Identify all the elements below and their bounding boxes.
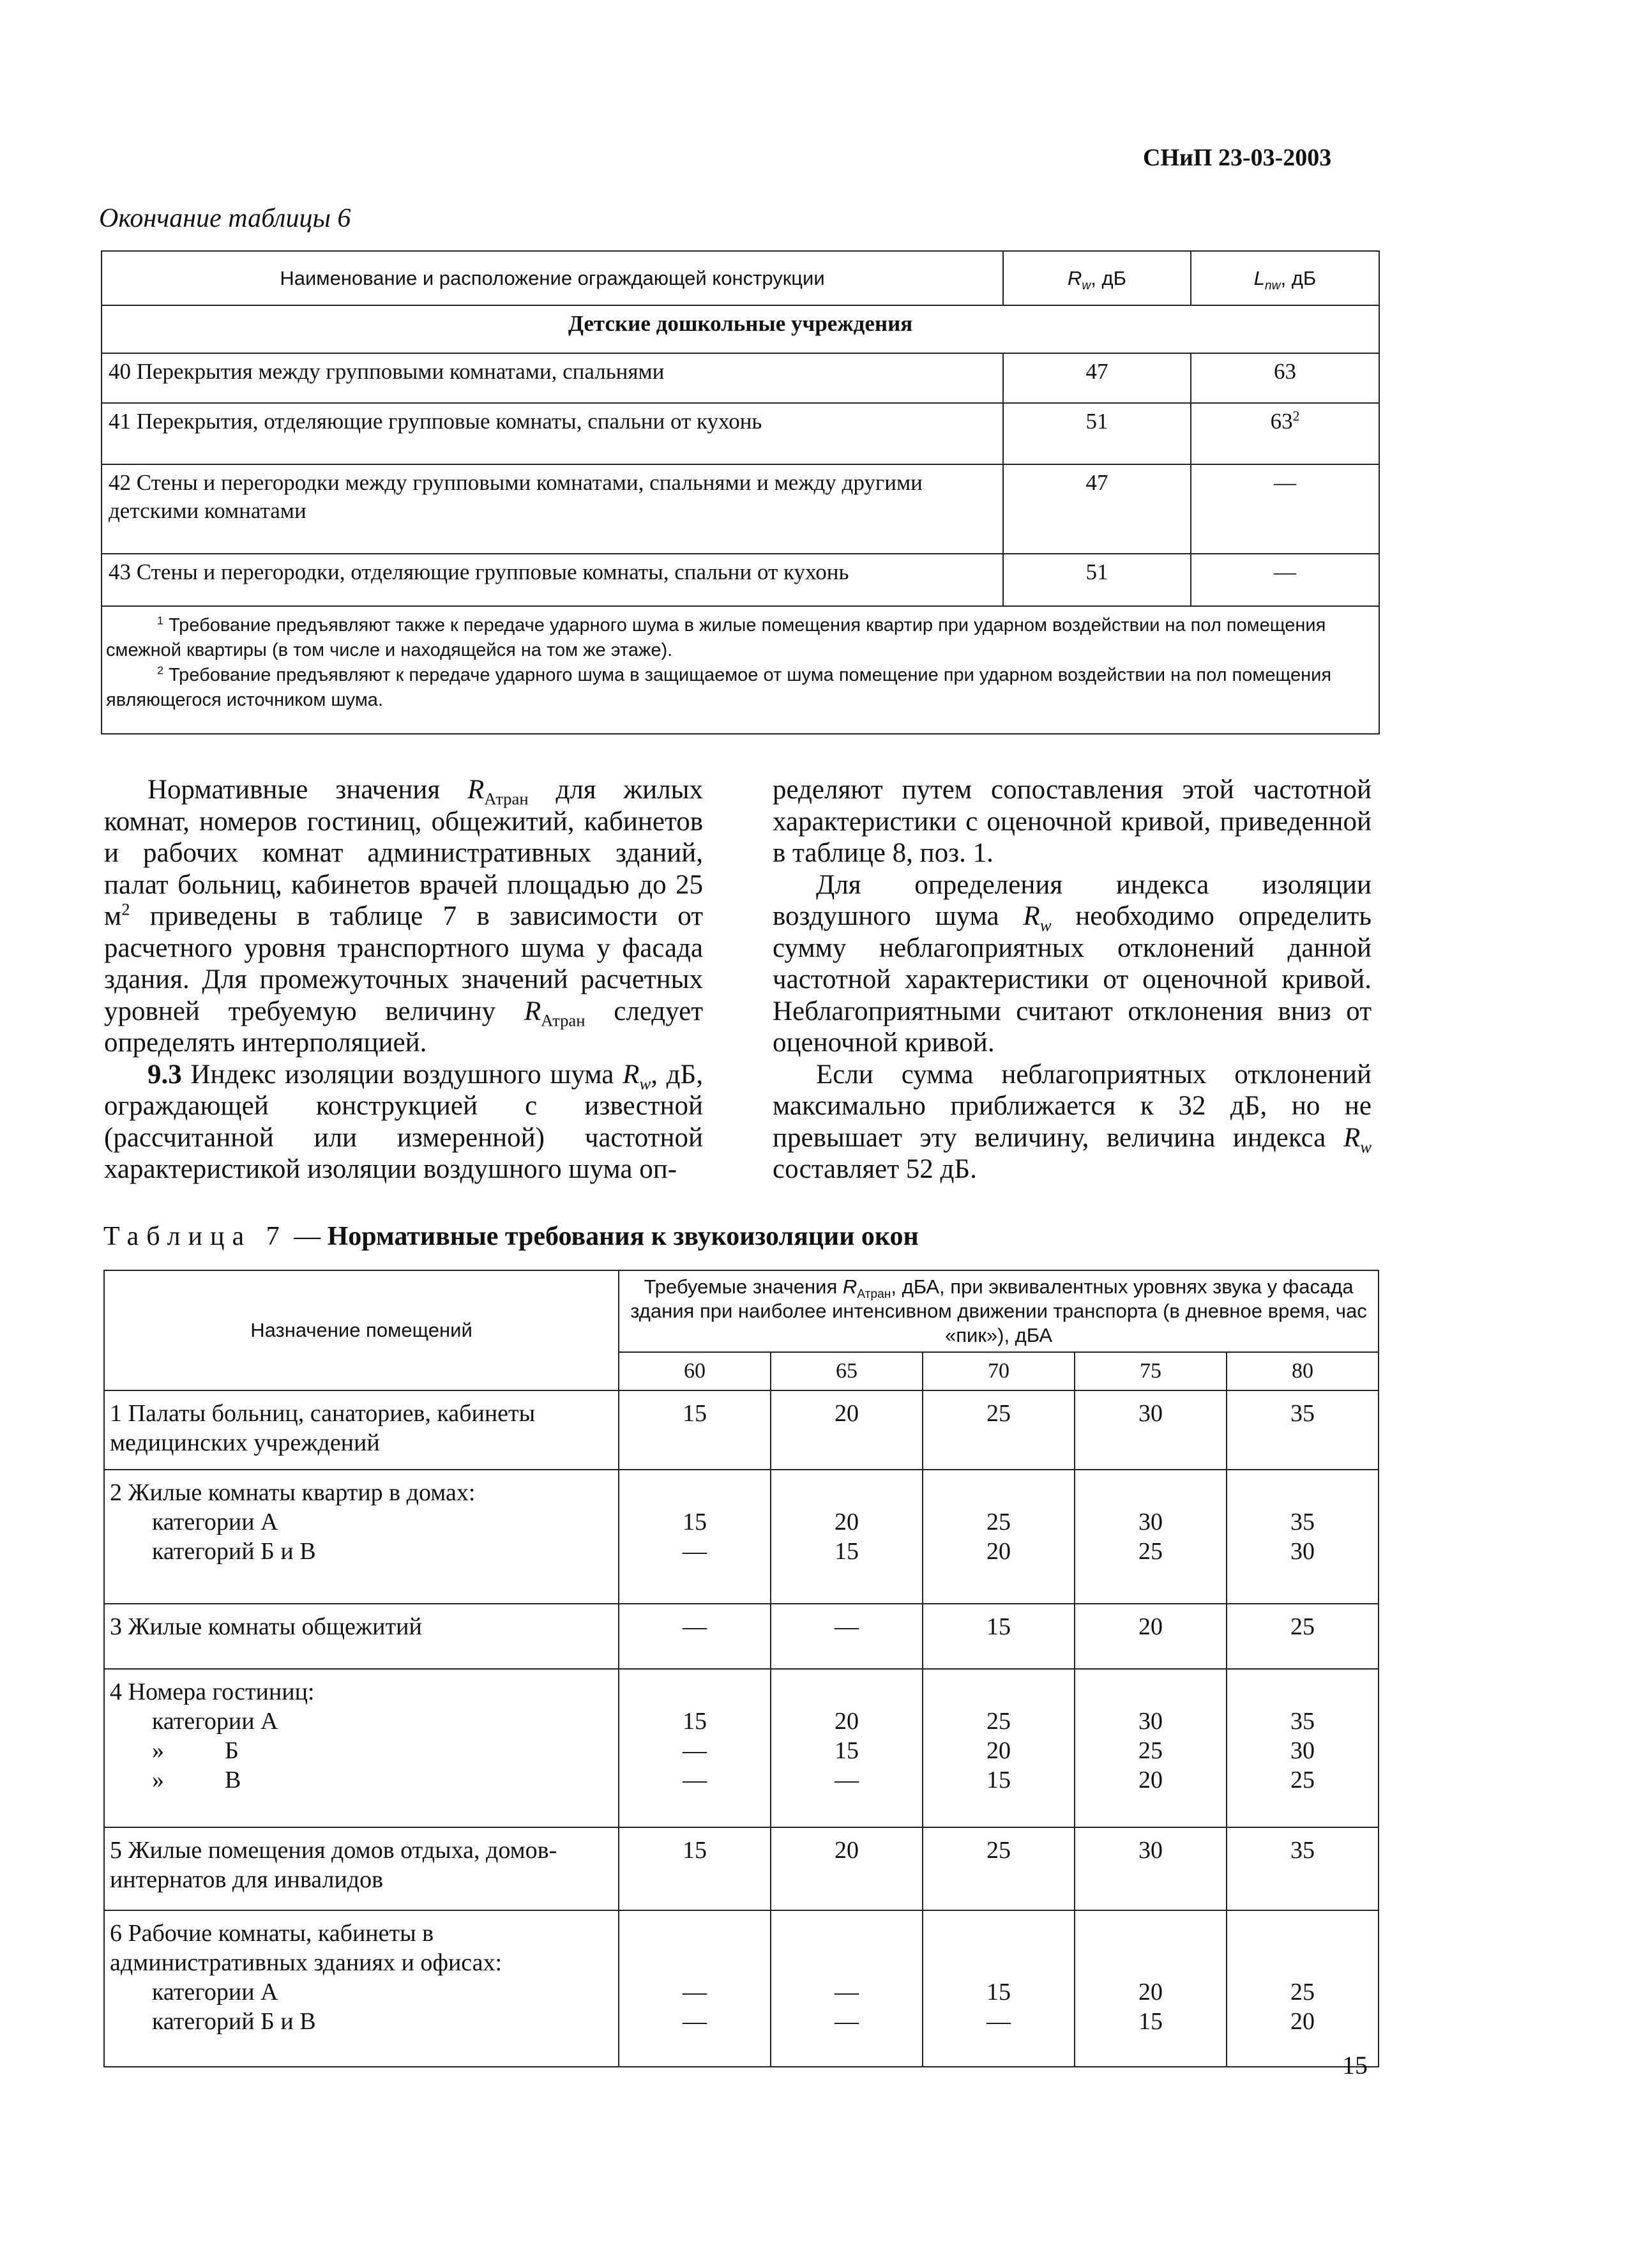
table7-cell-name <box>104 1470 619 1604</box>
table6-section-title: Детские дошкольные учреждения <box>102 305 1379 353</box>
paragraph-sum-deviations: Если сумма неблагоприятных отклонений максимально приближается к 32 дБ, но не превышает эту величину, величина индекса $R_w$ составляет 52 дБ. <box>773 1059 1372 1184</box>
table6-cell-rw: 47 <box>1003 464 1191 554</box>
table7-level: 70 <box>923 1352 1075 1390</box>
table7-value: 35 <box>1290 1708 1315 1735</box>
table7-cell-value <box>923 1910 1075 2067</box>
table7-value: 30 <box>1290 1737 1315 1764</box>
table7-header-requirements: Требуемые значения $R_{Атран}$, дБА, при эквивалентных уровнях звука у фасада здания при наиболее интенсивном движении транспорта (в дневное время, час «пик»), дБА <box>619 1270 1379 1352</box>
table7 <box>103 1270 1379 2067</box>
table6-cell-rw: 51 <box>1003 403 1191 464</box>
table7-value: 30 <box>1138 1509 1163 1535</box>
table7-cell-value <box>1227 1390 1379 1470</box>
table7-cell-value <box>1227 1669 1379 1827</box>
table7-value <box>771 1478 922 1507</box>
table7-value: 25 <box>986 1708 1011 1735</box>
table7-value: 35 <box>1290 1509 1315 1535</box>
table7-cell-value <box>771 1910 923 2067</box>
table7-value <box>923 1478 1074 1507</box>
table7-value: 35 <box>1290 1837 1315 1864</box>
paragraph-normative-values: Нормативные значения $R_{Атран}$ для жилых комнат, номеров гостиниц, общежитий, кабинетов и рабочих комнат административных зданий, палат больниц, кабинетов врачей площадью до 25 $м^2$ приведены в таблице 7 в зависимости от расчетного уровня транспортного шума у фасада здания. Для промежуточных значений расчетных уровней требуемую величину $R_{Атран}$ следует определять интерполяцией. <box>104 775 703 1058</box>
table7-value <box>1227 1677 1378 1707</box>
body-text-left-column <box>104 774 703 1185</box>
table7-value <box>1075 1948 1226 1977</box>
table7-cell-line: категории А <box>152 1708 278 1735</box>
table7-cell-value <box>1075 1827 1227 1910</box>
table7-value: 20 <box>986 1538 1011 1565</box>
table7-value: — <box>683 1538 707 1565</box>
table7-value <box>923 1919 1074 1948</box>
table7-cell-value <box>619 1390 771 1470</box>
paragraph-9-3-continued: ределяют путем сопоставления этой частотной характеристики с оценочной кривой, приведенной в таблице 8, поз. 1. <box>773 775 1372 868</box>
table7-cell-line: категории А <box>152 1509 278 1535</box>
table7-level: 75 <box>1075 1352 1227 1390</box>
table7-cell-value <box>923 1669 1075 1827</box>
table7-cell-name <box>104 1669 619 1827</box>
table7-header-name: Назначение помещений <box>104 1270 619 1390</box>
table6 <box>101 250 1380 734</box>
table7-cell-value <box>1227 1827 1379 1910</box>
table6-cell-rw: 51 <box>1003 554 1191 606</box>
table7-value: 30 <box>1290 1538 1315 1565</box>
table7-value: — <box>683 2008 707 2035</box>
table7-cell-line: 2 Жилые комнаты квартир в домах: <box>110 1479 476 1506</box>
table6-cell-lnw: $63^2$ <box>1191 403 1379 464</box>
table-row <box>104 1390 1379 1470</box>
table7-value: — <box>683 1979 707 2005</box>
table7-value <box>1075 1478 1226 1507</box>
table7-value: 25 <box>1290 1979 1315 2005</box>
table-row <box>104 1669 1379 1827</box>
table7-cell-value <box>771 1604 923 1669</box>
table7-value: — <box>835 2008 859 2035</box>
table7-value: 20 <box>986 1737 1011 1764</box>
table7-cell-value <box>619 1910 771 2067</box>
table7-value <box>1227 1478 1378 1507</box>
table7-value: — <box>683 1737 707 1764</box>
table7-value <box>1227 1919 1378 1948</box>
table7-cell-value <box>1075 1604 1227 1669</box>
table6-cell-name: 41 Перекрытия, отделяющие групповые комнаты, спальни от кухонь <box>102 403 1003 464</box>
table7-value: 15 <box>986 1767 1011 1793</box>
table7-value <box>619 1919 770 1948</box>
table6-header-lnw: $L_{nw}$, дБ <box>1191 251 1379 305</box>
table7-cell-value <box>1227 1604 1379 1669</box>
table7-value: 25 <box>1138 1737 1163 1764</box>
table7-cell-value <box>1075 1390 1227 1470</box>
table7-value: — <box>683 1767 707 1793</box>
table7-level: 65 <box>771 1352 923 1390</box>
table7-value: — <box>683 1613 707 1640</box>
table7-cell-value <box>1075 1669 1227 1827</box>
table7-value: 25 <box>986 1509 1011 1535</box>
table7-value: 30 <box>1138 1400 1163 1427</box>
table7-value: 20 <box>835 1509 859 1535</box>
table7-cell-value <box>771 1390 923 1470</box>
table7-value <box>1227 1948 1378 1977</box>
table7-value: 35 <box>1290 1400 1315 1427</box>
table7-value: 20 <box>1138 1767 1163 1793</box>
table7-cell-value <box>923 1604 1075 1669</box>
table7-value <box>1075 1919 1226 1948</box>
table7-value: 30 <box>1138 1708 1163 1735</box>
table7-value: 20 <box>1290 2008 1315 2035</box>
table7-value: 25 <box>1290 1613 1315 1640</box>
table6-cell-lnw: 63 <box>1191 353 1379 403</box>
table7-cell-line: » Б <box>152 1737 239 1764</box>
document-code: СНиП 23-03-2003 <box>1143 144 1332 171</box>
table7-value: 30 <box>1138 1837 1163 1864</box>
body-text-right-column <box>773 774 1372 1185</box>
table6-cell-rw: 47 <box>1003 353 1191 403</box>
table7-value: 25 <box>986 1837 1011 1864</box>
table7-value <box>1075 1677 1226 1707</box>
table6-header-row <box>102 251 1379 305</box>
table7-value <box>771 1919 922 1948</box>
table-row <box>104 1827 1379 1910</box>
table7-cell-name <box>104 1390 619 1470</box>
table7-value: — <box>835 1767 859 1793</box>
table7-cell-line: категории А <box>152 1979 278 2005</box>
table6-note: $^2$ Требование предъявляют к передаче ударного шума в защищаемое от шума помещение при ударном воздействии на пол помещения являющегося источником шума. <box>106 664 1332 710</box>
table7-cell-value <box>1075 1470 1227 1604</box>
paragraph-index-definition: Для определения индекса изоляции воздушного шума $R_w$ необходимо определить сумму неблагоприятных отклонений данной частотной характеристики от оценочной кривой. Неблагоприятными считают отклонения вниз от оценочной кривой. <box>773 869 1372 1058</box>
table7-value: 25 <box>1290 1767 1315 1793</box>
table7-value: — <box>835 1613 859 1640</box>
paragraph-9-3-split: , дБ, ограждающей конструкцией с известной (рассчитанной или измеренной) частотной характеристикой изоляции воздушного шума оп- <box>104 1059 703 1184</box>
table-row <box>104 1604 1379 1669</box>
table7-value <box>619 1677 770 1707</box>
paragraph-9-3: 9.3 Индекс изоляции воздушного шума $R_w$, дБ, ограждающей конструкцией с известной (рассчитанной или измеренной) частотной характеристикой изоляции воздушного шума оп- <box>104 1059 703 1184</box>
table7-cell-line: » В <box>152 1767 241 1793</box>
table7-level: 80 <box>1227 1352 1379 1390</box>
table7-title: Таблица 7 — Нормативные требования к звукоизоляции окон <box>103 1222 919 1251</box>
table7-header-row <box>104 1270 1379 1352</box>
table7-cell-value <box>771 1669 923 1827</box>
table7-value: 20 <box>1138 1979 1163 2005</box>
table7-cell-value <box>1227 1470 1379 1604</box>
table7-cell-value <box>619 1470 771 1604</box>
table7-value: 15 <box>683 1837 707 1864</box>
table7-value: 15 <box>683 1400 707 1427</box>
table7-value <box>619 1948 770 1977</box>
table7-value <box>771 1677 922 1707</box>
table7-level: 60 <box>619 1352 771 1390</box>
table7-value <box>923 1677 1074 1707</box>
table6-note: $^1$ Требование предъявляют также к передаче ударного шума в жилые помещения квартир при ударном воздействии на пол помещения смежной квартиры (в том числе и находящейся на том же этаже). <box>106 614 1326 660</box>
table7-value: 15 <box>835 1737 859 1764</box>
table-row <box>102 403 1379 464</box>
table7-cell-value <box>771 1470 923 1604</box>
table7-cell-name <box>104 1910 619 2067</box>
table7-value: 15 <box>1138 2008 1163 2035</box>
table6-notes-row <box>102 606 1379 734</box>
table7-cell-value <box>771 1827 923 1910</box>
table7-value <box>619 1478 770 1507</box>
table7-value: 15 <box>835 1538 859 1565</box>
table7-cell-value <box>923 1827 1075 1910</box>
table6-cell-name: 43 Стены и перегородки, отделяющие групповые комнаты, спальни от кухонь <box>102 554 1003 606</box>
table7-value: 20 <box>835 1837 859 1864</box>
table7-cell-name <box>104 1604 619 1669</box>
table6-cell-lnw: — <box>1191 464 1379 554</box>
table7-value: 15 <box>986 1613 1011 1640</box>
table7-value: 20 <box>835 1400 859 1427</box>
table7-cell-line: категорий Б и В <box>152 1538 316 1565</box>
table7-value: 15 <box>986 1979 1011 2005</box>
table7-cell-line: 3 Жилые комнаты общежитий <box>110 1613 422 1640</box>
table6-header-name: Наименование и расположение ограждающей конструкции <box>102 251 1003 305</box>
table6-cell-lnw: — <box>1191 554 1379 606</box>
table6-cell-name: 42 Стены и перегородки между групповыми комнатами, спальнями и между другими детскими комнатами <box>102 464 1003 554</box>
table7-cell-value <box>619 1669 771 1827</box>
table7-value: 20 <box>1138 1613 1163 1640</box>
table7-value <box>923 1948 1074 1977</box>
table6-continuation-caption: Окончание таблицы 6 <box>99 204 351 233</box>
table7-value: 15 <box>683 1509 707 1535</box>
table7-value: 15 <box>683 1708 707 1735</box>
table-row <box>102 353 1379 403</box>
table7-value: — <box>835 1979 859 2005</box>
page-number: 15 <box>1342 2051 1368 2080</box>
table6-header-rw: $R_w$, дБ <box>1003 251 1191 305</box>
table7-value: 25 <box>986 1400 1011 1427</box>
table7-cell-value <box>1075 1910 1227 2067</box>
table7-cell-line: 6 Рабочие комнаты, кабинеты в административных зданиях и офисах: <box>110 1920 503 1976</box>
table6-cell-name: 40 Перекрытия между групповыми комнатами, спальнями <box>102 353 1003 403</box>
table7-cell-value <box>1227 1910 1379 2067</box>
table-row <box>102 554 1379 606</box>
table7-cell-line: категорий Б и В <box>152 2008 316 2035</box>
table7-value: 25 <box>1138 1538 1163 1565</box>
table6-section-row <box>102 305 1379 353</box>
table7-body <box>104 1390 1379 2067</box>
table6-notes <box>102 606 1379 734</box>
table7-value: — <box>986 2008 1011 2035</box>
table-row <box>104 1470 1379 1604</box>
table7-cell-line: 4 Номера гостиниц: <box>110 1678 315 1705</box>
table7-value <box>771 1948 922 1977</box>
table7-value: 20 <box>835 1708 859 1735</box>
table-row <box>104 1910 1379 2067</box>
table7-cell-value <box>923 1470 1075 1604</box>
table7-cell-name <box>104 1827 619 1910</box>
table-row <box>102 464 1379 554</box>
table7-cell-value <box>923 1390 1075 1470</box>
table7-cell-value <box>619 1827 771 1910</box>
table7-cell-value <box>619 1604 771 1669</box>
table7-cell-line: 1 Палаты больниц, санаториев, кабинеты медицинских учреждений <box>110 1400 536 1456</box>
table7-cell-line: 5 Жилые помещения домов отдыха, домов-интернатов для инвалидов <box>110 1837 557 1893</box>
